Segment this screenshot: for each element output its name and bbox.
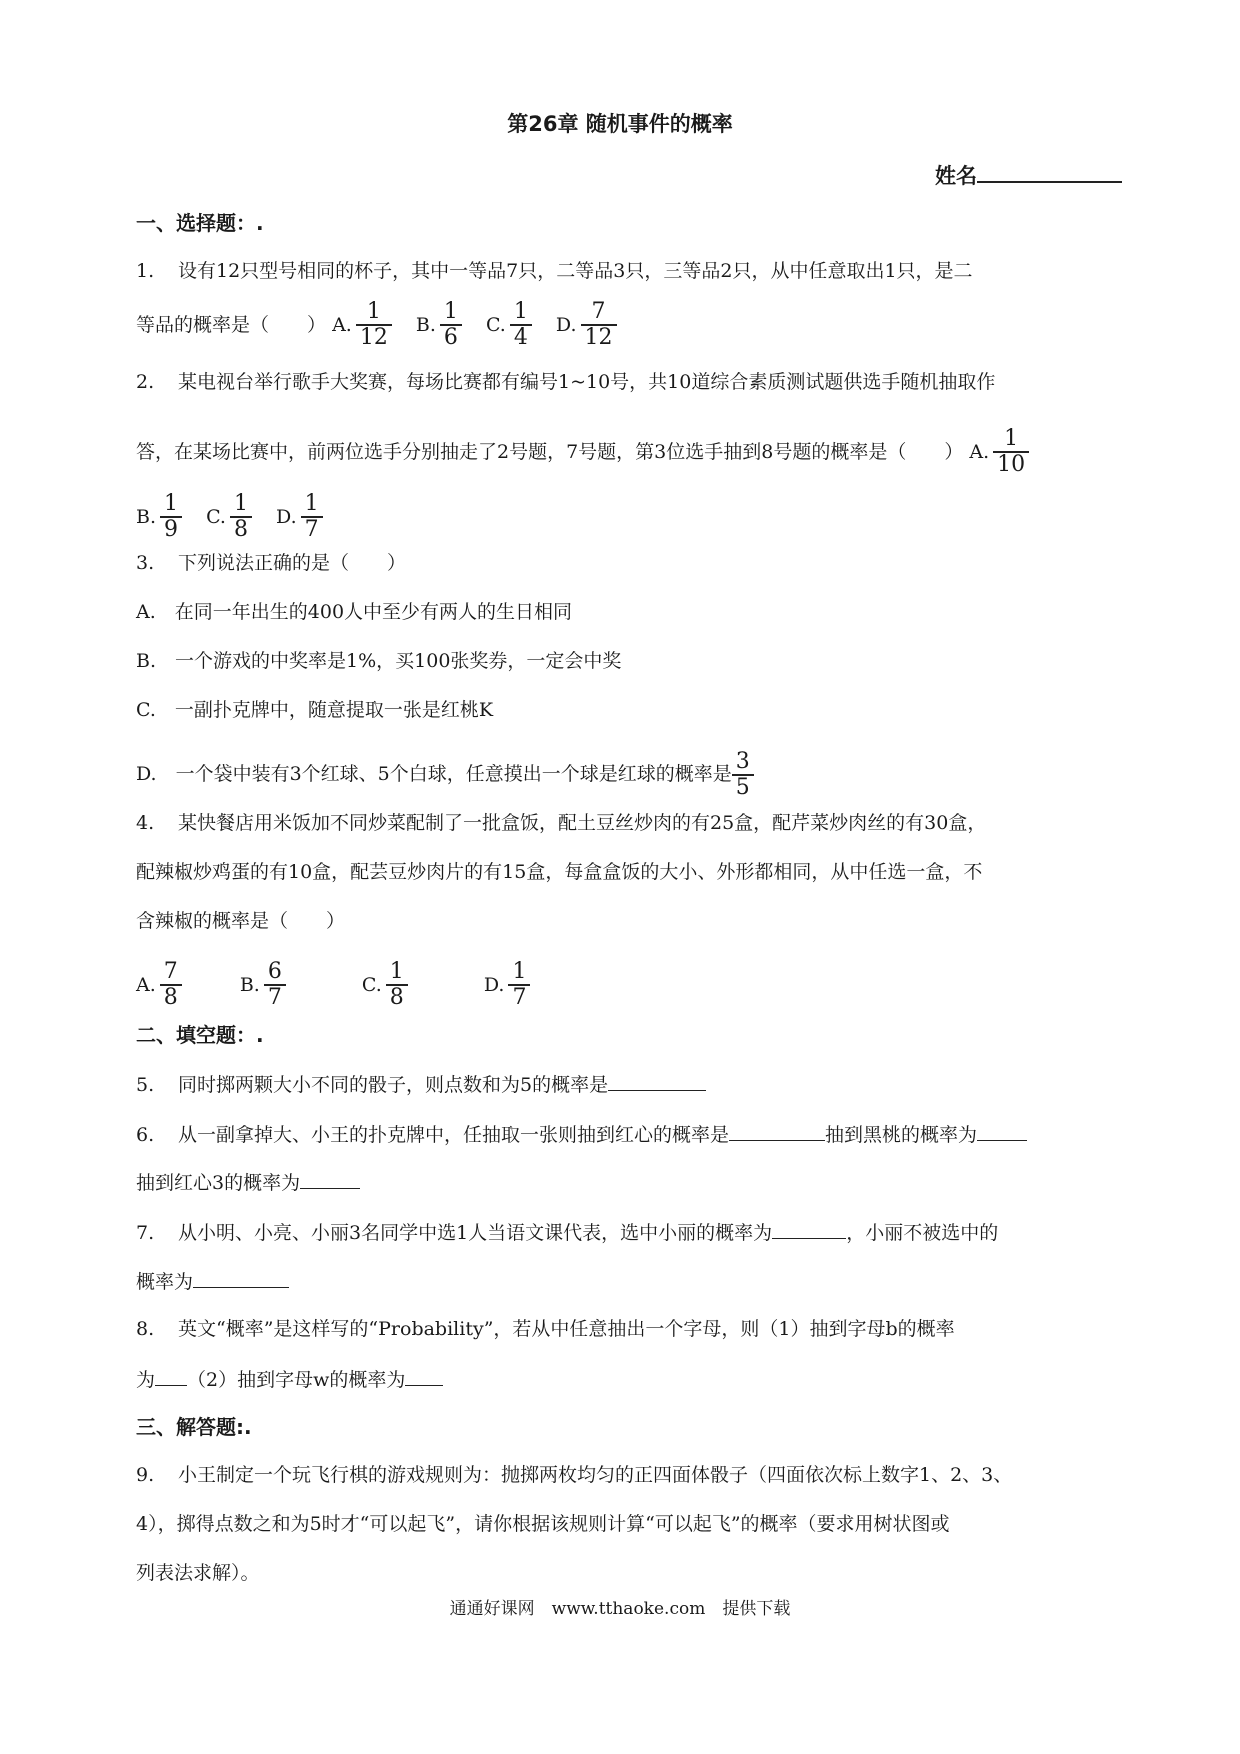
q2-option-d: D. $\frac{1}{7}$ [276, 492, 327, 542]
q7-line2 [136, 1265, 1122, 1297]
q1-text-1: 设有12只型号相同的杯子，其中一等品7只，二等品3只，三等品2只，从中任意取出1只，是二 [178, 260, 973, 282]
q3-stem [136, 548, 1122, 578]
q4-line3: 含辣椒的概率是（ ） [136, 910, 346, 932]
q6-text-2: 抽到黑桃的概率为 [825, 1124, 978, 1146]
q4-option-d: D. $\frac{1}{7}$ [484, 960, 535, 1010]
q2-option-d-fraction: $\frac{1}{7}$ [301, 492, 323, 542]
q4-option-b: B. $\frac{6}{7}$ [240, 960, 290, 1010]
name-field [935, 160, 1122, 190]
section-heading-choice: 一、选择题：. [136, 211, 264, 235]
q3-option-d [136, 750, 1122, 800]
q9-line2: 4），掷得点数之和为5时才“可以起飞”，请你根据该规则计算“可以起飞”的概率（要求用树状图或 [136, 1513, 950, 1535]
q3-option-d-fraction: $\frac{3}{5}$ [732, 750, 754, 800]
q9-line1 [136, 1460, 1122, 1490]
q1-option-a: A. $\frac{1}{12}$ [332, 300, 396, 350]
q3-number: 3. [136, 552, 155, 574]
q1-option-b: B. $\frac{1}{6}$ [416, 300, 466, 350]
q7-number: 7. [136, 1222, 155, 1244]
q2-text-2: 答，在某场比赛中，前两位选手分别抽走了2号题，7号题，第3位选手抽到8号题的概率是（ ） [136, 441, 964, 463]
q9-number: 9. [136, 1464, 155, 1486]
q3-stem-text: 下列说法正确的是（ ） [178, 552, 407, 574]
q2-line1 [136, 367, 1122, 397]
q7-text-3: 概率为 [136, 1271, 194, 1293]
q5-text: 同时掷两颗大小不同的骰子，则点数和为5的概率是 [178, 1074, 609, 1096]
q8-number: 8. [136, 1318, 155, 1340]
q2-number: 2. [136, 371, 155, 393]
q6-text-1: 从一副拿掉大、小王的扑克牌中，任抽取一张则抽到红心的概率是 [178, 1124, 730, 1146]
q6-answer-blank-3 [300, 1166, 360, 1189]
q3-option-c: C. 一副扑克牌中，随意提取一张是红桃K [136, 699, 494, 721]
q7-text-1: 从小明、小亮、小丽3名同学中选1人当语文课代表，选中小丽的概率为 [178, 1222, 773, 1244]
q1-option-b-fraction: $\frac{1}{6}$ [440, 300, 462, 350]
q4-number: 4. [136, 812, 155, 834]
q2-text-1: 某电视台举行歌手大奖赛，每场比赛都有编号1~10号，共10道综合素质测试题供选手随机抽取作 [178, 371, 996, 393]
q7-text-2: ，小丽不被选中的 [846, 1222, 999, 1244]
name-label: 姓名 [935, 164, 977, 188]
q2-option-a: A. $\frac{1}{10}$ [969, 427, 1033, 477]
q4-option-b-fraction: $\frac{6}{7}$ [264, 960, 286, 1010]
q4-option-a: A. $\frac{7}{8}$ [136, 960, 186, 1010]
q5-answer-blank [608, 1068, 706, 1091]
q2-line3 [136, 492, 1122, 542]
q1-option-d: D. $\frac{7}{12}$ [556, 300, 621, 350]
q9-text-1: 小王制定一个玩飞行棋的游戏规则为：抛掷两枚均匀的正四面体骰子（四面依次标上数字1、2、3、 [178, 1464, 1013, 1486]
q3-option-a: A. 在同一年出生的400人中至少有两人的生日相同 [136, 601, 573, 623]
q6-line1 [136, 1118, 1122, 1150]
q1-option-a-fraction: $\frac{1}{12}$ [356, 300, 392, 350]
q7-answer-blank-2 [193, 1265, 289, 1288]
q6-answer-blank-2 [977, 1118, 1027, 1141]
q4-option-a-fraction: $\frac{7}{8}$ [160, 960, 182, 1010]
q1-line2 [136, 300, 1122, 350]
q6-line2 [136, 1166, 1122, 1198]
q4-option-d-fraction: $\frac{1}{7}$ [508, 960, 530, 1010]
q6-text-3: 抽到红心3的概率为 [136, 1172, 301, 1194]
page-title: 第26章 随机事件的概率 [507, 112, 733, 136]
q2-option-b: B. $\frac{1}{9}$ [136, 492, 186, 542]
page-footer: 通通好课网 www.tthaoke.com 提供下载 [449, 1599, 791, 1619]
q1-text-2: 等品的概率是（ ） [136, 314, 327, 336]
q6-answer-blank-1 [729, 1118, 825, 1141]
q8-text-3: （2）抽到字母w的概率为 [187, 1369, 406, 1391]
q1-number: 1. [136, 260, 155, 282]
q8-answer-blank-1 [155, 1363, 187, 1386]
q8-text-1: 英文“概率”是这样写的“Probability”，若从中任意抽出一个字母，则（1）抽到字母b的概率 [178, 1318, 955, 1340]
q7-answer-blank-1 [772, 1216, 846, 1239]
section-heading-answer: 三、解答题:. [136, 1415, 252, 1439]
q2-option-a-fraction: $\frac{1}{10}$ [993, 427, 1029, 477]
q3-option-b: B. 一个游戏的中奖率是1%，买100张奖券，一定会中奖 [136, 650, 622, 672]
q2-option-b-fraction: $\frac{1}{9}$ [160, 492, 182, 542]
q2-option-c: C. $\frac{1}{8}$ [206, 492, 256, 542]
q8-line1 [136, 1314, 1122, 1344]
section-heading-fill: 二、填空题：. [136, 1023, 264, 1047]
q4-text-1: 某快餐店用米饭加不同炒菜配制了一批盒饭，配土豆丝炒肉的有25盒，配芹菜炒肉丝的有30盒， [178, 812, 987, 834]
q4-line2: 配辣椒炒鸡蛋的有10盒，配芸豆炒肉片的有15盒，每盒盒饭的大小、外形都相同，从中任选一盒，不 [136, 861, 983, 883]
q4-options [136, 960, 1122, 1010]
q5-number: 5. [136, 1074, 155, 1096]
q1-line1 [136, 256, 1122, 286]
q8-line2 [136, 1363, 1122, 1395]
q3-option-d-text: D. 一个袋中装有3个红球、5个白球，任意摸出一个球是红球的概率是 [136, 763, 732, 785]
q2-line2 [136, 427, 1122, 477]
q1-option-c-fraction: $\frac{1}{4}$ [510, 300, 532, 350]
q7-line1 [136, 1216, 1122, 1248]
name-blank-line [977, 161, 1122, 183]
q1-option-c: C. $\frac{1}{4}$ [486, 300, 536, 350]
q4-option-c: C. $\frac{1}{8}$ [362, 960, 412, 1010]
q6-number: 6. [136, 1124, 155, 1146]
q5-line [136, 1068, 1122, 1100]
q9-line3: 列表法求解）。 [136, 1562, 260, 1584]
q2-option-c-fraction: $\frac{1}{8}$ [230, 492, 252, 542]
q4-option-c-fraction: $\frac{1}{8}$ [386, 960, 408, 1010]
q4-line1 [136, 808, 1122, 838]
q8-answer-blank-2 [405, 1363, 443, 1386]
q8-text-2: 为 [136, 1369, 156, 1391]
q1-option-d-fraction: $\frac{7}{12}$ [581, 300, 617, 350]
